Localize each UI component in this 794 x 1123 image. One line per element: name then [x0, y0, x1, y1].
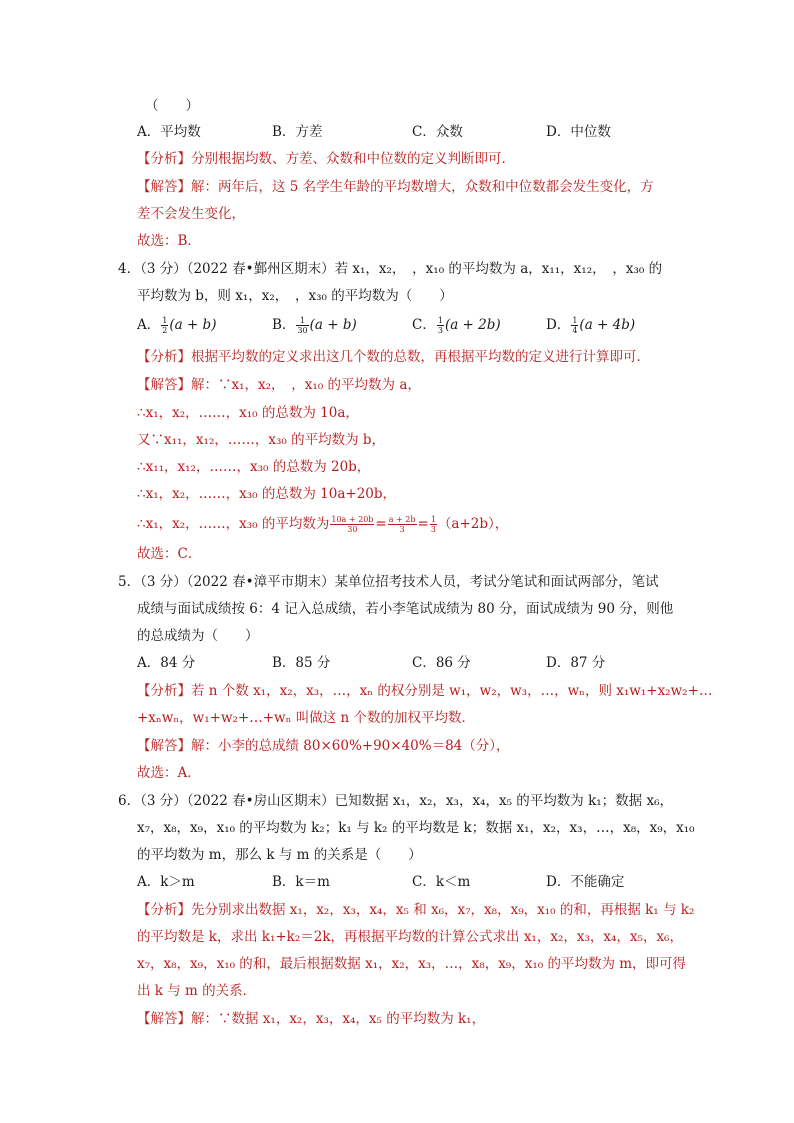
analysis-tag: 【分析】 [137, 349, 191, 365]
q6-option-c: C．k＜m [412, 874, 471, 890]
fraction: $\frac{1}{3}$ [430, 515, 436, 534]
q4-answer-line-5: ∴x₁，x₂，……，x₃₀ 的总数为 10a+20b， [137, 486, 397, 502]
q4-option-d: D． $\frac{1}{4}$ (a + 4b) [546, 316, 636, 335]
q4-stem-line-2: 平均数为 b，则 x₁，x₂， ，x₃₀ 的平均数为（ ） [137, 288, 453, 304]
q4-option-a: A． $\frac{1}{2}$ (a + b) [137, 316, 217, 335]
q4-option-c: C． $\frac{1}{3}$ (a + 2b) [412, 316, 501, 335]
q3-choice: 故选：B． [137, 233, 201, 249]
q4-answer-line-4: ∴x₁₁，x₁₂，……，x₃₀ 的总数为 20b， [137, 459, 371, 475]
answer-text: 解：两年后，这 5 名学生年龄的平均数增大，众数和中位数都会发生变化，方 [191, 179, 654, 195]
fraction: $\frac{1}{4}$ [572, 316, 578, 335]
q4-answer-line-1 [137, 375, 421, 395]
q3-option-b: B．方差 [272, 124, 323, 140]
q4-option-b: B． $\frac{1}{30}$ (a + b) [272, 316, 357, 335]
fraction: $\frac{1}{3}$ [437, 316, 443, 335]
q6-answer [137, 1009, 485, 1029]
q6-option-a: A．k＞m [137, 874, 195, 890]
analysis-tag: 【分析】 [137, 902, 191, 918]
q6-stem-line-1: 6．（3 分）（2022 春•房山区期末）已知数据 x₁，x₂，x₃，x₄，x₅ 的平均数为 k₁；数据 x₆， [118, 793, 673, 809]
analysis-tag: 【分析】 [137, 151, 191, 167]
q4-answer-line-2: ∴x₁，x₂，……，x₁₀ 的总数为 10a， [137, 405, 359, 421]
analysis-text: 先分别求出数据 x₁，x₂，x₃，x₄，x₅ 和 x₆，x₇，x₈，x₉，x₁₀ 的和，再根据 k₁ 与 k₂ [191, 902, 695, 918]
q3-analysis [137, 149, 515, 169]
q5-option-a: A．84 分 [137, 655, 196, 671]
q3-option-a: A．平均数 [137, 124, 201, 140]
q5-analysis-line-2: +xₙwₙ，w₁+w₂+…+wₙ 叫做这 n 个数的加权平均数． [137, 710, 475, 726]
q6-analysis-line-3: x₇，x₈，x₉，x₁₀ 的和，最后根据数据 x₁，x₂，x₃，…，x₈，x₉，x₁₀ 的平均数为 m，即可得 [137, 956, 687, 972]
q5-choice: 故选：A． [137, 765, 201, 781]
answer-text: 解：∵数据 x₁，x₂，x₃，x₄，x₅ 的平均数为 k₁， [191, 1011, 486, 1027]
q6-option-b: B．k＝m [272, 874, 330, 890]
q6-stem-line-2: x₇，x₈，x₉，x₁₀ 的平均数为 k₂；k₁ 与 k₂ 的平均数是 k；数据 x₁，x₂，x₃，…，x₈，x₉，x₁₀ [137, 820, 695, 836]
q3-answer-line-2: 差不会发生变化， [137, 206, 245, 222]
q5-option-c: C．86 分 [412, 655, 471, 671]
q3-option-c: C．众数 [412, 124, 463, 140]
q6-analysis-line-1 [137, 900, 694, 920]
q4-answer-line-6: ∴x₁，x₂，……，x₃₀ 的平均数为 $\frac{10a + 20b}{30}$ = $\frac{a + 2b}{3}$ = $\frac{1}{3}$ （a+2b）， [137, 515, 509, 534]
fraction: $\frac{a + 2b}{3}$ [388, 515, 416, 534]
answer-tag: 【解答】 [137, 1011, 191, 1027]
q4-answer-line-3: 又∵x₁₁，x₁₂，……，x₃₀ 的平均数为 b， [137, 432, 386, 448]
fraction: $\frac{10a + 20b}{30}$ [331, 515, 374, 534]
fraction: $\frac{1}{30}$ [297, 316, 308, 335]
q4-choice: 故选：C． [137, 546, 202, 562]
q5-stem-line-1: 5．（3 分）（2022 春•漳平市期末）某单位招考技术人员，考试分笔试和面试两部分，笔试 [118, 574, 659, 590]
q6-analysis-line-4: 出 k 与 m 的关系． [137, 983, 257, 999]
q5-analysis-line-1 [137, 681, 712, 701]
q3-answer-line-1 [137, 177, 654, 197]
q4-stem-line-1: 4．（3 分）（2022 春•鄞州区期末）若 x₁，x₂， ，x₁₀ 的平均数为 a，x₁₁，x₁₂， ，x₃₀ 的 [118, 261, 663, 277]
q3-option-d: D．中位数 [546, 124, 611, 140]
answer-text: 解：小李的总成绩 80×60%+90×40%＝84（分）， [191, 738, 510, 754]
q5-stem-line-2: 成绩与面试成绩按 6：4 记入总成绩，若小李笔试成绩为 80 分，面试成绩为 90 分，则他 [137, 601, 674, 617]
q5-stem-line-3: 的总成绩为（ ） [137, 628, 259, 644]
q3-stem-tail: （ ） [145, 98, 199, 114]
q6-analysis-line-2: 的平均数是 k，求出 k₁+k₂＝2k，再根据平均数的计算公式求出 x₁，x₂，x₃，x₄，x₅，x₆， [137, 929, 683, 945]
q5-option-b: B．85 分 [272, 655, 331, 671]
analysis-text: 若 n 个数 x₁，x₂，x₃，…，xₙ 的权分别是 w₁，w₂，w₃，…，wₙ，则 x₁w₁+x₂w₂+… [191, 683, 713, 699]
analysis-text: 根据平均数的定义求出这几个数的总数，再根据平均数的定义进行计算即可． [191, 349, 650, 365]
fraction: $\frac{1}{2}$ [162, 316, 168, 335]
answer-text: 解：∵x₁，x₂， ，x₁₀ 的平均数为 a， [191, 377, 421, 393]
analysis-tag: 【分析】 [137, 683, 191, 699]
answer-tag: 【解答】 [137, 179, 191, 195]
answer-tag: 【解答】 [137, 377, 191, 393]
analysis-text: 分别根据均数、方差、众数和中位数的定义判断即可． [191, 151, 515, 167]
q6-option-d: D．不能确定 [546, 874, 625, 890]
q4-analysis [137, 347, 650, 367]
answer-tag: 【解答】 [137, 738, 191, 754]
q5-option-d: D．87 分 [546, 655, 606, 671]
q6-stem-line-3: 的平均数为 m，那么 k 与 m 的关系是（ ） [137, 847, 422, 863]
q5-answer [137, 736, 510, 756]
